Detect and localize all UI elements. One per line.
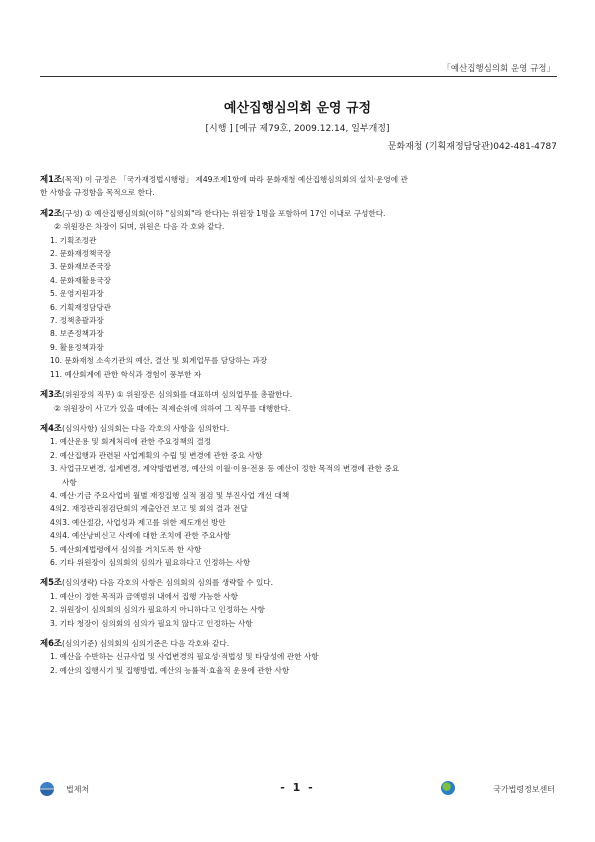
list-item: 9. 활용정책과장 [50,342,104,352]
list-item: 3. 문화재보존국장 [50,262,112,272]
article-number: 제5조 [40,577,63,588]
paragraph-2: ② 위원장은 차장이 되며, 위원은 다음 각 호와 같다. [54,222,225,232]
article-number: 제1조 [40,174,63,184]
paragraph-2: ② 위원장이 사고가 있을 때에는 직제순위에 의하여 그 직무를 대행한다. [54,403,291,413]
list-item: 1. 예산을 수반하는 신규사업 및 사업변경의 필요성·적법성 및 타당성에 관한 사항 [50,652,319,662]
list-item: 2. 문화재정책국장 [50,249,112,259]
list-item: 4의3. 예산절감, 사업성과 제고를 위한 제도개선 방안 [50,517,226,527]
article-number: 제6조 [40,638,63,648]
law-center-logo-icon [441,781,455,795]
article-text: (심의생략) 다음 각호의 사항은 심의회의 심의를 생략할 수 있다. [62,578,274,588]
list-item: 4의2. 재정관리점검단회의 계출안건 보고 및 회의 결과 전달 [50,504,248,514]
article-5 [40,576,553,589]
article-text: (목적) 이 규정은 「국가재정법시행령」 제49조제1항에 따라 문화재청 예산집행심의회의 설치·운영에 관 [62,175,408,184]
article-1 [40,173,553,186]
article-text: (심의사항) 심의회는 다음 각호의 사항을 심의한다. [62,423,230,433]
article-4 [40,422,553,435]
list-item: 2. 위원장이 심의회의 심의가 필요하지 아니하다고 인정하는 사항 [50,605,265,615]
article-number: 제3조 [40,389,63,400]
article-text: (위원장의 직무) ① 위원장은 심의회를 대표하며 심의업무를 총괄한다. [62,390,293,400]
list-item-continued: 사항 [62,477,77,487]
page-footer [40,780,555,802]
page-number: - 1 - [280,781,315,794]
list-item: 4. 예산·기금 주요사업비 월별 재정집행 실적 점검 및 부진사업 개선 대책 [50,490,290,500]
document-title: 예산집행심의회 운영 규정 [223,101,372,116]
list-item: 2. 예산의 집행시기 및 집행방법, 예산의 능률적·효율적 운용에 관한 사항 [50,665,290,675]
article-text: (구성) ① 예산집행심의회(이하 "심의회"라 한다)는 위원장 1명을 포함하여 17인 이내로 구성한다. [62,208,386,218]
article-number: 제4조 [40,422,63,433]
list-item: 4. 문화재활용국장 [50,275,112,285]
list-item: 3. 사업규모변경, 설계변경, 계약방법변경, 예산의 이월·이용·전용 등 예산이 정한 목적의 변경에 관한 중요 [50,464,400,474]
running-header: 「예산집행심의회 운영 규정」 [442,64,555,74]
list-item: 8. 보존정책과장 [50,329,104,339]
list-item: 7. 정책총괄과장 [50,316,104,326]
footer-publisher: 법제처 [66,785,90,794]
article-3 [40,388,553,401]
article-6 [40,637,553,650]
department-contact: 문화재청 (기획재정담당관)042-481-4787 [387,142,557,152]
article-number: 제2조 [40,207,63,218]
list-item: 1. 기획조정관 [50,235,97,245]
article-2 [40,207,553,220]
list-item: 2. 예산집행과 관련된 사업계획의 수립 및 변경에 관한 중요 사항 [50,450,263,460]
list-item: 5. 예산회계법령에서 심의를 거치도록 한 사항 [50,544,202,554]
list-item: 6. 기타 위원장이 심의회의 심의가 필요하다고 인정하는 사항 [50,557,251,567]
document-body [40,173,553,677]
article-text-continued: 한 사항을 규정함을 목적으로 한다. [40,188,155,198]
header-rule [40,76,557,77]
list-item: 6. 기획재정담당관 [50,302,112,312]
list-item: 4의4. 예산낭비신고 사례에 대한 조치에 관한 주요사항 [50,531,231,541]
footer-source: 국가법령정보센터 [493,785,555,794]
enforcement-info: [시행 ] [예규 제79호, 2009.12.14, 일부개정] [205,124,390,134]
article-text: (심의기준) 심의회의 심의기준은 다음 각호와 같다. [62,639,230,648]
list-item: 11. 예산회계에 관한 학식과 경험이 풍부한 자 [50,369,202,379]
list-item: 10. 문화재청 소속기관의 예산, 결산 및 회계업무를 담당하는 과장 [50,356,268,366]
list-item: 3. 기타 청장이 심의회의 심의가 필요치 않다고 인정하는 사항 [50,618,253,628]
list-item: 1. 예산이 정한 목적과 금액범위 내에서 집행 가능한 사항 [50,591,238,601]
list-item: 5. 운영지원과장 [50,289,104,299]
list-item: 1. 예산운용 및 회계처리에 관한 주요정책의 결정 [50,437,212,447]
